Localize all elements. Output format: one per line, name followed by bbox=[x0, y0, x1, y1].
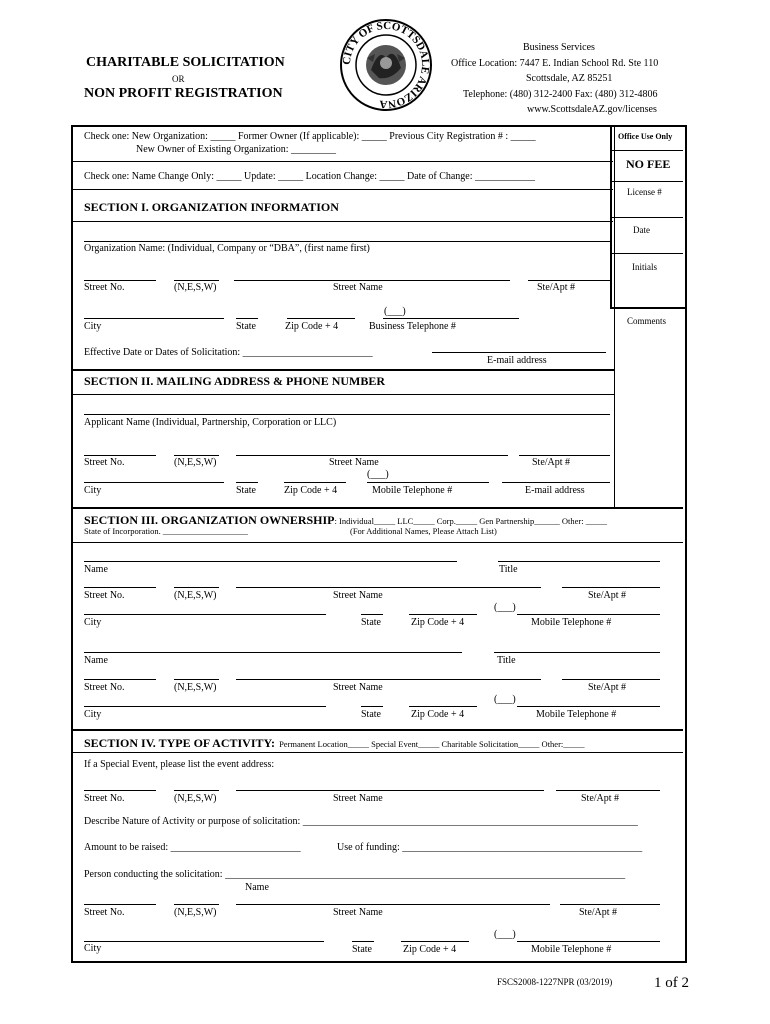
s2-zip-field[interactable] bbox=[284, 482, 346, 483]
owner2-zip-label: Zip Code + 4 bbox=[411, 709, 465, 720]
s4-ste-field[interactable] bbox=[556, 790, 660, 791]
s4-direction-label: (N,E,S,W) bbox=[174, 793, 217, 804]
s2-direction-field[interactable] bbox=[174, 455, 219, 456]
s2-ste-field[interactable] bbox=[519, 455, 610, 456]
s1-area-code: (___) bbox=[384, 306, 406, 317]
s1-email-label: E-mail address bbox=[487, 355, 547, 366]
check-new-owner[interactable]: New Owner of Existing Organization: _________ bbox=[136, 144, 337, 155]
s1-ste-label: Ste/Apt # bbox=[537, 282, 576, 293]
special-event-prompt: If a Special Event, please list the event address: bbox=[84, 759, 275, 770]
owner1-direction-label: (N,E,S,W) bbox=[174, 590, 217, 601]
s1-direction-label: (N,E,S,W) bbox=[174, 282, 217, 293]
s4-mobile-field[interactable] bbox=[517, 941, 660, 942]
s1-city-label: City bbox=[84, 321, 102, 332]
svg-text:CITY OF SCOTTSDALE ARIZONA: CITY OF SCOTTSDALE ARIZONA bbox=[340, 19, 432, 111]
office-date-label: Date bbox=[633, 225, 650, 235]
s4b-ste-label: Ste/Apt # bbox=[579, 907, 618, 918]
owner2-name-field[interactable] bbox=[84, 652, 462, 653]
address-website: www.ScottsdaleAZ.gov/licenses bbox=[527, 104, 657, 115]
owner1-state-label: State bbox=[361, 617, 381, 628]
office-use-only-label: Office Use Only bbox=[618, 132, 673, 141]
s1-state-label: State bbox=[236, 321, 256, 332]
owner2-title-field[interactable] bbox=[494, 652, 660, 653]
owner2-state-label: State bbox=[361, 709, 381, 720]
s4-city-label: City bbox=[84, 943, 102, 954]
owner2-street-name-label: Street Name bbox=[333, 682, 383, 693]
applicant-name-field[interactable] bbox=[84, 414, 610, 415]
section-4-header bbox=[84, 735, 585, 751]
s1-email-field[interactable] bbox=[432, 352, 606, 353]
owner1-ste-field[interactable] bbox=[562, 587, 660, 588]
owner2-city-label: City bbox=[84, 709, 102, 720]
org-name-field[interactable] bbox=[84, 241, 610, 242]
s4-street-no-field[interactable] bbox=[84, 790, 156, 791]
owner1-name-field[interactable] bbox=[84, 561, 457, 562]
s4-city-field[interactable] bbox=[84, 941, 324, 942]
owner2-title-label: Title bbox=[497, 655, 516, 666]
s1-street-no-label: Street No. bbox=[84, 282, 125, 293]
owner2-name-label: Name bbox=[84, 655, 108, 666]
owner1-direction-field[interactable] bbox=[174, 587, 219, 588]
check-one-registration[interactable]: Check one: New Organization: _____ Former Owner (If applicable): _____ Previous City Registration # : _____ bbox=[84, 131, 536, 142]
owner1-area-code: (___) bbox=[494, 602, 516, 613]
s2-city-label: City bbox=[84, 485, 102, 496]
org-name-label: Organization Name: (Individual, Company or “DBA”, (first name first) bbox=[84, 243, 370, 254]
s2-mobile-field[interactable] bbox=[367, 482, 489, 483]
effective-date-field[interactable]: Effective Date or Dates of Solicitation: __________________________ bbox=[84, 347, 373, 358]
address-phone: Telephone: (480) 312-2400 Fax: (480) 312-4806 bbox=[463, 89, 658, 100]
city-seal-logo bbox=[339, 18, 433, 112]
s1-street-no-field[interactable] bbox=[84, 280, 156, 281]
owner1-city-label: City bbox=[84, 617, 102, 628]
s2-state-label: State bbox=[236, 485, 256, 496]
owner2-ste-field[interactable] bbox=[562, 679, 660, 680]
s4-street-name-label: Street Name bbox=[333, 793, 383, 804]
initials-label: Initials bbox=[632, 262, 657, 272]
s4-mobile-label: Mobile Telephone # bbox=[531, 944, 612, 955]
s1-direction-field[interactable] bbox=[174, 280, 219, 281]
section-1-heading: SECTION I. ORGANIZATION INFORMATION bbox=[84, 200, 339, 214]
address-dept: Business Services bbox=[523, 42, 595, 53]
address-office: Office Location: 7447 E. Indian School Rd. Ste 110 bbox=[451, 58, 659, 69]
owner1-title-field[interactable] bbox=[498, 561, 660, 562]
owner2-street-no-field[interactable] bbox=[84, 679, 156, 680]
owner1-zip-field[interactable] bbox=[409, 614, 477, 615]
owner1-mobile-label: Mobile Telephone # bbox=[531, 617, 612, 628]
s2-zip-label: Zip Code + 4 bbox=[284, 485, 338, 496]
owner1-street-no-field[interactable] bbox=[84, 587, 156, 588]
s4b-direction-label: (N,E,S,W) bbox=[174, 907, 217, 918]
owner2-city-field[interactable] bbox=[84, 706, 326, 707]
owner2-zip-field[interactable] bbox=[409, 706, 477, 707]
state-incorporation-field[interactable]: State of Incorporation. ____________________ bbox=[84, 526, 248, 536]
s1-street-name-field[interactable] bbox=[234, 280, 510, 281]
s2-street-name-label: Street Name bbox=[329, 457, 379, 468]
s4-direction-field[interactable] bbox=[174, 790, 219, 791]
s4b-street-name-field[interactable] bbox=[236, 904, 550, 905]
s2-street-no-field[interactable] bbox=[84, 455, 156, 456]
ownership-options[interactable]: : Individual_____ LLC_____ Corp._____ Gen Partnership______ Other: _____ bbox=[334, 516, 607, 526]
owner2-direction-field[interactable] bbox=[174, 679, 219, 680]
s4-state-field[interactable] bbox=[352, 941, 374, 942]
page-number: 1 of 2 bbox=[654, 975, 689, 991]
s1-zip-label: Zip Code + 4 bbox=[285, 321, 339, 332]
license-number-label: License # bbox=[627, 187, 662, 197]
owner2-street-name-field[interactable] bbox=[236, 679, 541, 680]
owner1-title-label: Title bbox=[499, 564, 518, 575]
form-number: FSCS2008-1227NPR (03/2019) bbox=[497, 977, 613, 987]
section-2-heading: SECTION II. MAILING ADDRESS & PHONE NUMBER bbox=[84, 374, 386, 388]
s1-city-field[interactable] bbox=[84, 318, 224, 319]
owner1-street-name-field[interactable] bbox=[236, 587, 541, 588]
s1-zip-field[interactable] bbox=[287, 318, 355, 319]
s4b-street-name-label: Street Name bbox=[333, 907, 383, 918]
applicant-name-label: Applicant Name (Individual, Partnership, Corporation or LLC) bbox=[84, 417, 337, 428]
s2-email-label: E-mail address bbox=[525, 485, 585, 496]
owner2-direction-label: (N,E,S,W) bbox=[174, 682, 217, 693]
nature-of-activity-field[interactable]: Describe Nature of Activity or purpose of solicitation: ___________________________________________________________________ bbox=[84, 816, 638, 827]
owner1-city-field[interactable] bbox=[84, 614, 326, 615]
s2-state-field[interactable] bbox=[236, 482, 258, 483]
owner2-street-no-label: Street No. bbox=[84, 682, 125, 693]
form-title-charitable: CHARITABLE SOLICITATION bbox=[86, 55, 285, 70]
s4-state-label: State bbox=[352, 944, 372, 955]
comments-label: Comments bbox=[627, 316, 667, 326]
s2-direction-label: (N,E,S,W) bbox=[174, 457, 217, 468]
check-one-change[interactable]: Check one: Name Change Only: _____ Update: _____ Location Change: _____ Date of Change: ____________ bbox=[84, 171, 536, 182]
owner1-state-field[interactable] bbox=[361, 614, 383, 615]
owner2-ste-label: Ste/Apt # bbox=[588, 682, 627, 693]
s2-email-field[interactable] bbox=[502, 482, 610, 483]
owner1-ste-label: Ste/Apt # bbox=[588, 590, 627, 601]
s4-zip-label: Zip Code + 4 bbox=[403, 944, 457, 955]
s4-street-name-field[interactable] bbox=[236, 790, 544, 791]
person-conducting-field[interactable]: Person conducting the solicitation: ________________________________________________________________________________ bbox=[84, 869, 626, 880]
s1-street-name-label: Street Name bbox=[333, 282, 383, 293]
s4-street-no-label: Street No. bbox=[84, 793, 125, 804]
s4-ste-label: Ste/Apt # bbox=[581, 793, 620, 804]
owner2-area-code: (___) bbox=[494, 694, 516, 705]
owner1-street-name-label: Street Name bbox=[333, 590, 383, 601]
person-name-label: Name bbox=[245, 882, 269, 893]
amount-raised-field[interactable]: Amount to be raised: __________________________ bbox=[84, 842, 301, 853]
s2-street-name-field[interactable] bbox=[236, 455, 508, 456]
s4b-ste-field[interactable] bbox=[560, 904, 660, 905]
s2-street-no-label: Street No. bbox=[84, 457, 125, 468]
s2-mobile-label: Mobile Telephone # bbox=[372, 485, 453, 496]
address-city: Scottsdale, AZ 85251 bbox=[526, 73, 613, 84]
use-of-funding-field[interactable]: Use of funding: ________________________________________________ bbox=[337, 842, 643, 853]
owner2-mobile-label: Mobile Telephone # bbox=[536, 709, 617, 720]
no-fee-label: NO FEE bbox=[626, 157, 671, 171]
owner1-name-label: Name bbox=[84, 564, 108, 575]
s4-zip-field[interactable] bbox=[401, 941, 469, 942]
title-or: OR bbox=[172, 74, 185, 84]
owner1-zip-label: Zip Code + 4 bbox=[411, 617, 465, 628]
s4-area-code: (___) bbox=[494, 929, 516, 940]
activity-type-options[interactable]: Permanent Location_____ Special Event_____ Charitable Solicitation_____ Other:_____ bbox=[279, 739, 585, 749]
owner2-state-field[interactable] bbox=[361, 706, 383, 707]
owner2-mobile-field[interactable] bbox=[517, 706, 660, 707]
form-title-nonprofit: NON PROFIT REGISTRATION bbox=[84, 86, 283, 101]
section-4-heading: SECTION IV. TYPE OF ACTIVITY: bbox=[84, 736, 276, 750]
s2-area-code: (___) bbox=[367, 469, 389, 480]
s1-state-field[interactable] bbox=[236, 318, 258, 319]
s1-business-phone-field[interactable] bbox=[383, 318, 519, 319]
s1-business-phone-label: Business Telephone # bbox=[369, 321, 456, 332]
additional-names-note: (For Additional Names, Please Attach List) bbox=[350, 526, 497, 536]
owner1-mobile-field[interactable] bbox=[517, 614, 660, 615]
s4b-direction-field[interactable] bbox=[174, 904, 219, 905]
s2-city-field[interactable] bbox=[84, 482, 224, 483]
section-3-heading: SECTION III. ORGANIZATION OWNERSHIP bbox=[84, 513, 335, 527]
s4b-street-no-field[interactable] bbox=[84, 904, 156, 905]
s4b-street-no-label: Street No. bbox=[84, 907, 125, 918]
s1-ste-field[interactable] bbox=[528, 280, 610, 281]
s2-ste-label: Ste/Apt # bbox=[532, 457, 571, 468]
owner1-street-no-label: Street No. bbox=[84, 590, 125, 601]
